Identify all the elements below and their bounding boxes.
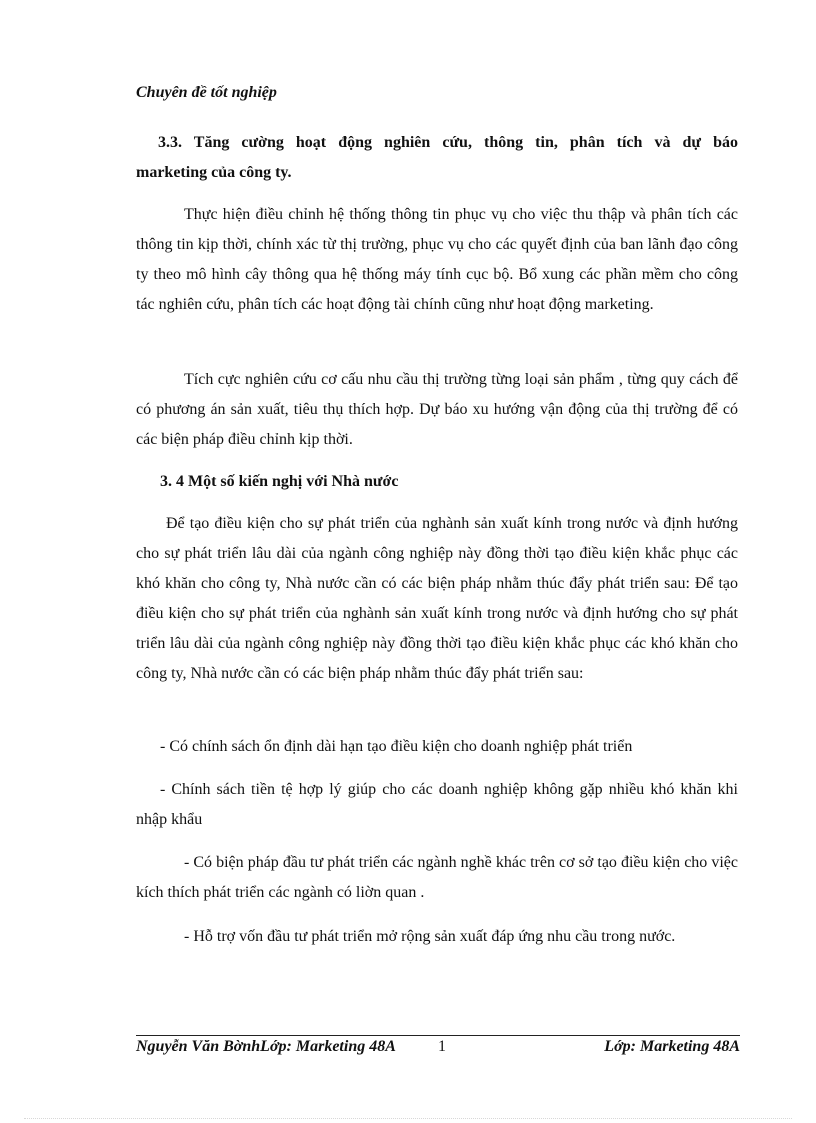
footer-class-label: Lớp: Marketing 48A [604, 1038, 740, 1055]
footer-author-class: Nguyễn Văn BờnhLớp: Marketing 48A [136, 1038, 396, 1055]
bullet-item-investment-measures: - Có biện pháp đầu tư phát triển các ngành nghề khác trên cơ sở tạo điều kiện cho việc kích thích phát triển các ngành có liờn quan . [136, 854, 738, 901]
page-header-title: Chuyên đề tốt nghiệp [136, 84, 277, 101]
footer-divider [136, 1035, 740, 1036]
paragraph-market-research: Tích cực nghiên cứu cơ cấu nhu cầu thị trường từng loại sản phẩm , từng quy cách để có phương án sản xuất, tiêu thụ thích hợp. Dự báo xu hướng vận động của thị trường để có các biện pháp điều chỉnh kịp thời. [136, 371, 738, 448]
bullet-item-monetary-policy: - Chính sách tiền tệ hợp lý giúp cho các doanh nghiệp không gặp nhiều khó khăn khi nhập khẩu [136, 781, 738, 828]
page-bottom-edge [24, 1118, 792, 1119]
paragraph-information-system: Thực hiện điều chỉnh hệ thống thông tin phục vụ cho việc thu thập và phân tích các thông tin kịp thời, chính xác từ thị trường, phục vụ cho các quyết định của ban lãnh đạo công ty theo mô hình cây thông qua hệ thống máy tính cục bộ. Bổ xung các phần mềm cho công tác nghiên cứu, phân tích các hoạt động tài chính cũng như hoạt động marketing. [136, 206, 738, 313]
footer-page-number: 1 [438, 1038, 446, 1055]
section-3-4-heading: 3. 4 Một số kiến nghị với Nhà nước [160, 473, 399, 490]
bullet-item-stable-policy: - Có chính sách ổn định dài hạn tạo điều kiện cho doanh nghiệp phát triển [160, 738, 633, 755]
section-3-3-heading [136, 128, 738, 188]
paragraph-state-recommendations-intro: Để tạo điều kiện cho sự phát triển của nghành sản xuất kính trong nước và định hướng cho sự phát triển lâu dài của ngành công nghiệp này đồng thời tạo điều kiện khắc phục các khó khăn cho công ty, Nhà nước cần có các biện pháp nhằm thúc đẩy phát triển sau: Để tạo điều kiện cho sự phát triển của nghành sản xuất kính trong nước và định hướng cho sự phát triển lâu dài của ngành công nghiệp này đồng thời tạo điều kiện khắc phục các khó khăn cho công ty, Nhà nước cần có các biện pháp nhằm thúc đẩy phát triển sau: [136, 515, 738, 682]
section-3-3-heading-line2: marketing của công ty. [136, 164, 292, 181]
section-3-3-heading-line1: 3.3. Tăng cường hoạt động nghiên cứu, thông tin, phân tích và dự báo [158, 134, 738, 151]
bullet-item-capital-support: - Hỗ trợ vốn đầu tư phát triển mở rộng sản xuất đáp ứng nhu cầu trong nước. [184, 928, 676, 945]
